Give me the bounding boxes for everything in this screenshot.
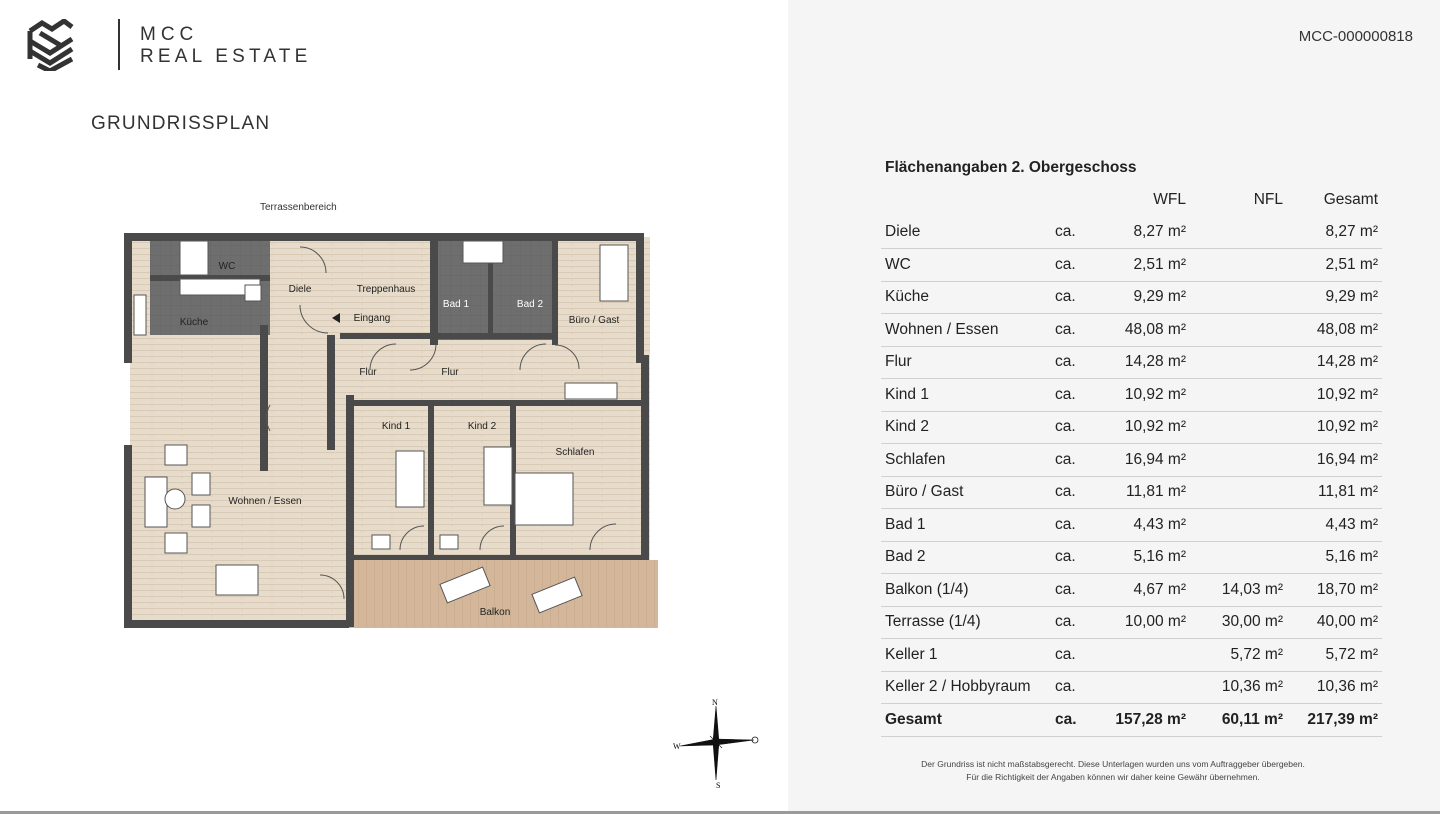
header-ca — [1055, 183, 1097, 216]
header-gesamt: Gesamt — [1323, 190, 1378, 208]
cell-name: Flur — [881, 346, 1055, 379]
logo-text-real-estate: REAL ESTATE — [140, 46, 312, 67]
room-label-wc: WC — [218, 261, 236, 272]
reference-id: MCC-000000818 — [1298, 28, 1413, 45]
room-label-wohnen: Wohnen / Essen — [228, 496, 302, 507]
disclaimer — [888, 758, 1338, 784]
cell-nfl: 5,72 m² — [1190, 639, 1287, 672]
logo-divider — [118, 19, 120, 70]
cell-ca: ca. — [1055, 671, 1097, 704]
cell-nfl: 10,36 m² — [1190, 671, 1287, 704]
room-label-balkon: Balkon — [479, 607, 511, 618]
cell-total: 10,92 m² — [1287, 411, 1382, 444]
room-label-flur-1: Flur — [359, 367, 377, 378]
plan-label-terrace: Terrassenbereich — [260, 202, 337, 213]
page-title: GRUNDRISSPLAN — [91, 113, 271, 134]
cell-total: 10,36 m² — [1287, 671, 1382, 704]
disclaimer-line-2: Für die Richtigkeit der Angaben können wir daher keine Gewähr übernehmen. — [966, 772, 1260, 782]
cell-nfl — [1190, 379, 1287, 412]
cell-wfl — [1097, 671, 1190, 704]
cell-wfl: 8,27 m² — [1097, 216, 1190, 249]
cell-wfl: 9,29 m² — [1097, 281, 1190, 314]
cell-nfl — [1190, 541, 1287, 574]
cell-ca: ca. — [1055, 704, 1097, 737]
cell-wfl: 10,92 m² — [1097, 379, 1190, 412]
cell-ca: ca. — [1055, 606, 1097, 639]
area-table-row — [881, 541, 1382, 574]
cell-total: 2,51 m² — [1287, 249, 1382, 282]
cell-wfl: 4,67 m² — [1097, 574, 1190, 607]
area-table-row — [881, 509, 1382, 542]
cell-wfl — [1097, 639, 1190, 672]
cell-total: 5,72 m² — [1287, 639, 1382, 672]
cell-ca: ca. — [1055, 541, 1097, 574]
area-table-row — [881, 314, 1382, 347]
cell-wfl: 2,51 m² — [1097, 249, 1190, 282]
area-table-title: Flächenangaben 2. Obergeschoss — [885, 159, 1137, 176]
area-table-row — [881, 216, 1382, 249]
cell-name: Schlafen — [881, 444, 1055, 477]
cell-wfl: 11,81 m² — [1097, 476, 1190, 509]
cell-total: 48,08 m² — [1287, 314, 1382, 347]
area-table-row — [881, 249, 1382, 282]
cell-nfl — [1190, 444, 1287, 477]
header-nfl: NFL — [1253, 190, 1283, 208]
cell-nfl: 30,00 m² — [1190, 606, 1287, 639]
room-label-eingang: Eingang — [353, 313, 391, 324]
cell-ca: ca. — [1055, 379, 1097, 412]
cell-wfl: 10,00 m² — [1097, 606, 1190, 639]
room-label-buero: Büro / Gast — [568, 315, 620, 326]
cell-total: 40,00 m² — [1287, 606, 1382, 639]
cell-ca: ca. — [1055, 476, 1097, 509]
cell-total: 4,43 m² — [1287, 509, 1382, 542]
cell-nfl — [1190, 281, 1287, 314]
cell-total: 11,81 m² — [1287, 476, 1382, 509]
cell-wfl: 10,92 m² — [1097, 411, 1190, 444]
room-label-diele: Diele — [288, 284, 312, 295]
area-table-header — [881, 183, 1382, 216]
cell-total: 8,27 m² — [1287, 216, 1382, 249]
cell-name: Balkon (1/4) — [881, 574, 1055, 607]
disclaimer-line-1: Der Grundriss ist nicht maßstabsgerecht. Diese Unterlagen wurden uns vom Auftraggeber übergeben. — [921, 759, 1305, 769]
cell-name: Bad 2 — [881, 541, 1055, 574]
cell-ca: ca. — [1055, 216, 1097, 249]
area-table-row — [881, 476, 1382, 509]
compass-n: N — [712, 698, 718, 707]
room-label-bad2: Bad 2 — [516, 299, 544, 310]
cell-ca: ca. — [1055, 574, 1097, 607]
cell-nfl — [1190, 314, 1287, 347]
room-label-kind2: Kind 2 — [467, 421, 497, 432]
cell-nfl: 60,11 m² — [1190, 704, 1287, 737]
cell-nfl: 14,03 m² — [1190, 574, 1287, 607]
cell-nfl — [1190, 476, 1287, 509]
logo-mark-icon — [26, 19, 76, 71]
cell-nfl — [1190, 411, 1287, 444]
compass-w: W — [673, 742, 681, 751]
room-label-schlafen: Schlafen — [555, 447, 595, 458]
cell-name: WC — [881, 249, 1055, 282]
cell-name: Diele — [881, 216, 1055, 249]
area-table-row — [881, 379, 1382, 412]
cell-name: Kind 1 — [881, 379, 1055, 412]
cell-nfl — [1190, 216, 1287, 249]
area-table-row — [881, 639, 1382, 672]
compass-rose-icon — [670, 694, 762, 790]
cell-nfl — [1190, 346, 1287, 379]
area-table-total-row — [881, 704, 1382, 737]
cell-total: 10,92 m² — [1287, 379, 1382, 412]
room-label-flur-2: Flur — [441, 367, 459, 378]
area-table-row — [881, 574, 1382, 607]
cell-name: Wohnen / Essen — [881, 314, 1055, 347]
area-table-row — [881, 346, 1382, 379]
cell-ca: ca. — [1055, 281, 1097, 314]
area-table-row — [881, 281, 1382, 314]
area-table-row — [881, 671, 1382, 704]
cell-name: Kind 2 — [881, 411, 1055, 444]
cell-nfl — [1190, 509, 1287, 542]
cell-ca: ca. — [1055, 314, 1097, 347]
company-logo — [26, 19, 326, 73]
area-table-row — [881, 606, 1382, 639]
cell-name: Bad 1 — [881, 509, 1055, 542]
cell-name: Büro / Gast — [881, 476, 1055, 509]
header-name — [881, 183, 1055, 216]
cell-ca: ca. — [1055, 411, 1097, 444]
cell-nfl — [1190, 249, 1287, 282]
area-table — [881, 183, 1382, 737]
cell-name: Gesamt — [881, 704, 1055, 737]
header-wfl: WFL — [1153, 190, 1186, 208]
floor-plan — [110, 195, 680, 645]
cell-total: 16,94 m² — [1287, 444, 1382, 477]
cell-wfl: 5,16 m² — [1097, 541, 1190, 574]
cell-ca: ca. — [1055, 444, 1097, 477]
cell-name: Keller 2 / Hobbyraum — [881, 671, 1055, 704]
room-label-treppenhaus: Treppenhaus — [356, 284, 416, 295]
cell-name: Terrasse (1/4) — [881, 606, 1055, 639]
cell-wfl: 16,94 m² — [1097, 444, 1190, 477]
cell-wfl: 157,28 m² — [1097, 704, 1190, 737]
cell-wfl: 4,43 m² — [1097, 509, 1190, 542]
cell-ca: ca. — [1055, 249, 1097, 282]
cell-total: 5,16 m² — [1287, 541, 1382, 574]
cell-total: 14,28 m² — [1287, 346, 1382, 379]
room-label-kind1: Kind 1 — [381, 421, 411, 432]
room-label-kueche: Küche — [179, 317, 209, 328]
cell-ca: ca. — [1055, 639, 1097, 672]
area-table-row — [881, 411, 1382, 444]
cell-total: 217,39 m² — [1287, 704, 1382, 737]
cell-ca: ca. — [1055, 509, 1097, 542]
cell-wfl: 48,08 m² — [1097, 314, 1190, 347]
compass-s: S — [716, 781, 721, 790]
cell-wfl: 14,28 m² — [1097, 346, 1190, 379]
cell-total: 9,29 m² — [1287, 281, 1382, 314]
logo-text-mcc: MCC — [140, 24, 199, 45]
cell-name: Keller 1 — [881, 639, 1055, 672]
area-table-row — [881, 444, 1382, 477]
cell-name: Küche — [881, 281, 1055, 314]
cell-ca: ca. — [1055, 346, 1097, 379]
cell-total: 18,70 m² — [1287, 574, 1382, 607]
room-label-bad1: Bad 1 — [442, 299, 470, 310]
